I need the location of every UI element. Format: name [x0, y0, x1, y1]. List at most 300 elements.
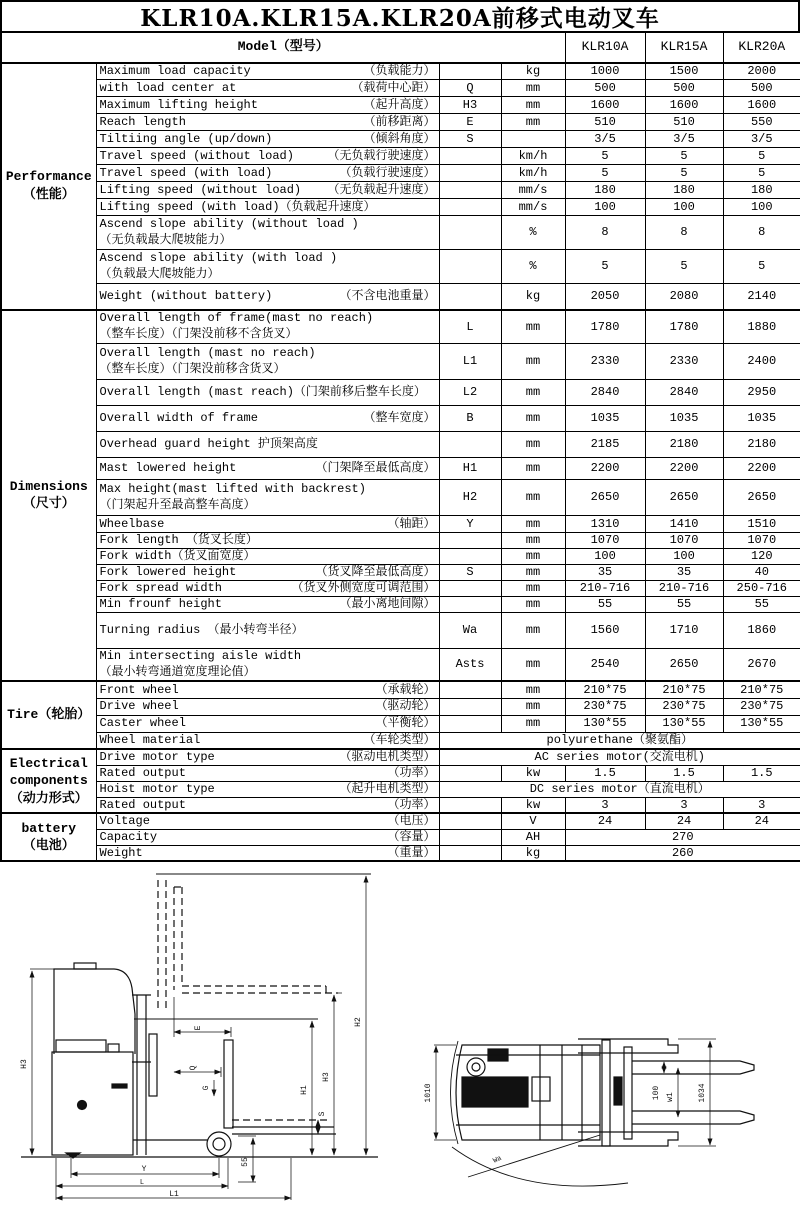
- spec-description-cn: （负载行驶速度）: [339, 165, 436, 180]
- spec-unit: mm: [501, 549, 565, 565]
- spec-description: [96, 649, 439, 682]
- spec-description: [96, 845, 439, 861]
- spec-description-cn: （平衡轮）: [375, 716, 436, 731]
- spec-value: 1560: [565, 613, 645, 649]
- spec-value: 2200: [723, 458, 800, 480]
- spec-description-cn: （门架起升至最高整车高度）: [99, 497, 256, 512]
- spec-description-en: Capacity: [99, 829, 158, 844]
- spec-value: 1600: [565, 97, 645, 114]
- spec-value: 5: [645, 148, 723, 165]
- spec-value: 1070: [565, 533, 645, 549]
- side-view-svg: [16, 862, 396, 1212]
- spec-description-en: Tiltiing angle (up/down): [99, 131, 273, 146]
- spec-symbol: Wa: [439, 613, 501, 649]
- spec-description-en: Travel speed (without load): [99, 148, 294, 163]
- spec-value: 1600: [645, 97, 723, 114]
- spec-value: 1035: [723, 406, 800, 432]
- dim-label-h2: H2: [354, 1017, 363, 1027]
- spec-symbol: [439, 148, 501, 165]
- spec-unit: %: [501, 216, 565, 250]
- spec-row: [1, 698, 800, 715]
- dim-label-y: Y: [141, 1165, 147, 1174]
- spec-unit: kw: [501, 797, 565, 813]
- spec-unit: mm: [501, 432, 565, 458]
- spec-description: [96, 216, 439, 250]
- spec-value: 1510: [723, 516, 800, 533]
- spec-unit: mm: [501, 581, 565, 597]
- spec-unit: mm: [501, 613, 565, 649]
- spec-description-cn: （功率）: [387, 765, 436, 780]
- spec-symbol: H3: [439, 97, 501, 114]
- spec-symbol: [439, 797, 501, 813]
- spec-description-cn: （前移距离）: [363, 114, 436, 129]
- spec-description-en: Wheelbase: [99, 516, 165, 531]
- spec-value: 510: [645, 114, 723, 131]
- top-view-diagram: [410, 985, 798, 1208]
- spec-symbol: [439, 549, 501, 565]
- spec-symbol: [439, 845, 501, 861]
- spec-description: [96, 698, 439, 715]
- spec-row: [1, 765, 800, 781]
- spec-value-span: AC series motor(交流电机): [439, 749, 800, 765]
- spec-description-cn: （无负载起升速度）: [327, 182, 436, 197]
- spec-description: [96, 765, 439, 781]
- spec-value: 1035: [565, 406, 645, 432]
- spec-value-span: 260: [565, 845, 800, 861]
- dim-label-g: G: [202, 1085, 211, 1091]
- spec-unit: mm: [501, 97, 565, 114]
- spec-unit: kg: [501, 845, 565, 861]
- section-label: Electrical components （动力形式）: [1, 749, 96, 813]
- spec-value: 1600: [723, 97, 800, 114]
- spec-unit: mm: [501, 649, 565, 682]
- spec-symbol: Q: [439, 80, 501, 97]
- spec-row: [1, 732, 800, 749]
- spec-symbol: E: [439, 114, 501, 131]
- spec-row: [1, 165, 800, 182]
- spec-symbol: [439, 765, 501, 781]
- spec-symbol: [439, 182, 501, 199]
- spec-description-cn: （货叉外侧宽度可调范围）: [291, 581, 436, 596]
- spec-value: 1710: [645, 613, 723, 649]
- spec-unit: [501, 131, 565, 148]
- spec-value: 24: [645, 813, 723, 829]
- spec-description: [96, 344, 439, 380]
- spec-row: [1, 613, 800, 649]
- spec-value: 1410: [645, 516, 723, 533]
- spec-unit: mm: [501, 565, 565, 581]
- spec-value: 250-716: [723, 581, 800, 597]
- spec-unit: mm: [501, 310, 565, 344]
- spec-unit: %: [501, 250, 565, 284]
- spec-row: [1, 131, 800, 148]
- dim-label-w1: w1: [666, 1092, 675, 1102]
- spec-value: 210-716: [645, 581, 723, 597]
- spec-description-en: Overall length (mast no reach): [99, 345, 316, 360]
- spec-value: 1035: [645, 406, 723, 432]
- model-klr15a: KLR15A: [645, 33, 723, 63]
- model-klr20a: KLR20A: [723, 33, 800, 63]
- spec-symbol: L1: [439, 344, 501, 380]
- spec-row: [1, 797, 800, 813]
- spec-description-en: Reach length: [99, 114, 186, 129]
- spec-unit: mm: [501, 681, 565, 698]
- spec-value: 1000: [565, 63, 645, 80]
- spec-value: 1780: [645, 310, 723, 344]
- side-view-dimension-labels: [20, 1017, 363, 1199]
- spec-description: [96, 284, 439, 310]
- spec-value: 1070: [723, 533, 800, 549]
- spec-value: 1780: [565, 310, 645, 344]
- spec-description: [96, 310, 439, 344]
- spec-value: 210*75: [723, 681, 800, 698]
- spec-row: [1, 480, 800, 516]
- spec-unit: mm: [501, 344, 565, 380]
- spec-description-en: Caster wheel: [99, 716, 186, 731]
- spec-symbol: [439, 715, 501, 732]
- spec-description-en: Ascend slope ability (with load ): [99, 250, 338, 265]
- spec-description-en: Wheel material: [99, 733, 201, 748]
- spec-symbol: L2: [439, 380, 501, 406]
- spec-value: 550: [723, 114, 800, 131]
- spec-value: 5: [565, 148, 645, 165]
- spec-description: [96, 681, 439, 698]
- spec-table: [0, 32, 800, 862]
- spec-description-cn: （门架降至最低高度）: [315, 461, 436, 476]
- spec-description: Fork length （货叉长度）: [96, 533, 439, 549]
- spec-symbol: [439, 216, 501, 250]
- spec-value: 2080: [645, 284, 723, 310]
- spec-description: [96, 63, 439, 80]
- spec-row: [1, 80, 800, 97]
- spec-description-en: Maximum lifting height: [99, 97, 258, 112]
- section-label: Tire（轮胎）: [1, 681, 96, 749]
- spec-value: 2400: [723, 344, 800, 380]
- spec-unit: mm: [501, 80, 565, 97]
- spec-value-span: DC series motor（直流电机）: [439, 781, 800, 797]
- spec-row: [1, 310, 800, 344]
- spec-value: 100: [723, 199, 800, 216]
- spec-description-cn: （货叉降至最低高度）: [315, 565, 436, 580]
- spec-symbol: L: [439, 310, 501, 344]
- spec-value: 1.5: [645, 765, 723, 781]
- spec-description: [96, 581, 439, 597]
- spec-value: 35: [565, 565, 645, 581]
- spec-unit: V: [501, 813, 565, 829]
- spec-description-en: Voltage: [99, 814, 150, 829]
- spec-value: 500: [645, 80, 723, 97]
- spec-unit: mm: [501, 715, 565, 732]
- spec-symbol: H2: [439, 480, 501, 516]
- spec-symbol: [439, 165, 501, 182]
- spec-value: 130*55: [645, 715, 723, 732]
- spec-description: Overhead guard height 护顶架高度: [96, 432, 439, 458]
- spec-description-en: Fork lowered height: [99, 565, 237, 580]
- dim-label-100: 100: [652, 1085, 661, 1101]
- spec-description: [96, 813, 439, 829]
- spec-description: Fork width（货叉面宽度）: [96, 549, 439, 565]
- spec-value: 230*75: [645, 698, 723, 715]
- spec-description-cn: （无负载行驶速度）: [327, 148, 436, 163]
- spec-description-cn: （最小转弯通道宽度理论值）: [99, 664, 256, 679]
- spec-value: 2650: [645, 649, 723, 682]
- spec-description-en: Weight: [99, 845, 143, 860]
- spec-description-en: with load center at: [99, 80, 237, 95]
- spec-row: [1, 216, 800, 250]
- spec-description: [96, 182, 439, 199]
- spec-description-cn: （轴距）: [387, 516, 436, 531]
- spec-description: [96, 797, 439, 813]
- spec-row: [1, 250, 800, 284]
- spec-description-en: Maximum load capacity: [99, 64, 251, 79]
- spec-symbol: Y: [439, 516, 501, 533]
- spec-value: 1860: [723, 613, 800, 649]
- spec-description: [96, 97, 439, 114]
- spec-value: 2330: [645, 344, 723, 380]
- dim-label-s: S: [318, 1111, 327, 1117]
- dim-label-q: Q: [189, 1065, 198, 1071]
- spec-description: Turning radius （最小转弯半径）: [96, 613, 439, 649]
- spec-row: [1, 406, 800, 432]
- spec-description-en: Travel speed (with load): [99, 165, 273, 180]
- spec-unit: kg: [501, 284, 565, 310]
- spec-value: 8: [565, 216, 645, 250]
- spec-description: [96, 250, 439, 284]
- spec-value: 210*75: [645, 681, 723, 698]
- spec-symbol: S: [439, 565, 501, 581]
- page-title: KLR10A.KLR15A.KLR20A前移式电动叉车: [0, 0, 800, 32]
- dim-label-l1: L1: [169, 1190, 179, 1199]
- spec-unit: mm: [501, 698, 565, 715]
- spec-value: 180: [645, 182, 723, 199]
- spec-description: [96, 148, 439, 165]
- spec-row: [1, 458, 800, 480]
- section-label: Performance （性能）: [1, 63, 96, 310]
- spec-unit: mm/s: [501, 182, 565, 199]
- spec-table-body: [1, 63, 800, 862]
- spec-value: 5: [565, 165, 645, 182]
- spec-description: [96, 781, 439, 797]
- spec-unit: mm: [501, 480, 565, 516]
- spec-description-cn: （起升高度）: [363, 97, 436, 112]
- spec-description-cn: （倾斜角度）: [363, 131, 436, 146]
- spec-description-cn: （无负载最大爬坡能力）: [99, 232, 232, 247]
- spec-value: 8: [723, 216, 800, 250]
- dim-label-55: 55: [241, 1157, 250, 1167]
- spec-description: [96, 80, 439, 97]
- spec-value: 3: [723, 797, 800, 813]
- model-label: Model（型号）: [1, 33, 565, 63]
- spec-value: 3: [645, 797, 723, 813]
- spec-unit: mm: [501, 516, 565, 533]
- spec-description: [96, 732, 439, 749]
- spec-description: [96, 516, 439, 533]
- dim-label-l: L: [139, 1179, 145, 1187]
- spec-value: 230*75: [565, 698, 645, 715]
- spec-description-cn: （负载能力）: [363, 64, 436, 79]
- spec-value: 1.5: [723, 765, 800, 781]
- table-header-row: [1, 33, 800, 63]
- spec-value: 130*55: [565, 715, 645, 732]
- spec-symbol: [439, 597, 501, 613]
- spec-description-cn: （重量）: [387, 845, 436, 860]
- spec-unit: AH: [501, 829, 565, 845]
- spec-value: 210-716: [565, 581, 645, 597]
- spec-unit: kg: [501, 63, 565, 80]
- spec-description-cn: （不含电池重量）: [339, 289, 436, 304]
- spec-value: 510: [565, 114, 645, 131]
- spec-row: [1, 597, 800, 613]
- spec-row: [1, 97, 800, 114]
- spec-unit: mm: [501, 380, 565, 406]
- spec-unit: mm: [501, 597, 565, 613]
- spec-symbol: [439, 199, 501, 216]
- spec-value-span: polyurethane（聚氨酯）: [439, 732, 800, 749]
- spec-value: 2200: [645, 458, 723, 480]
- spec-row: [1, 549, 800, 565]
- spec-value: 230*75: [723, 698, 800, 715]
- spec-value: 2840: [645, 380, 723, 406]
- spec-row: [1, 432, 800, 458]
- spec-row: [1, 284, 800, 310]
- spec-description: [96, 565, 439, 581]
- spec-row: [1, 649, 800, 682]
- spec-value: 130*55: [723, 715, 800, 732]
- spec-unit: mm: [501, 458, 565, 480]
- spec-description: [96, 131, 439, 148]
- spec-value: 2330: [565, 344, 645, 380]
- top-view-svg: [410, 985, 798, 1203]
- spec-description-en: Front wheel: [99, 682, 179, 697]
- spec-description-en: Rated output: [99, 797, 186, 812]
- spec-description-en: Max height(mast lifted with backrest): [99, 481, 366, 496]
- spec-description-en: Drive wheel: [99, 699, 179, 714]
- spec-description: Overall length (mast reach)（门架前移后整车长度）: [96, 380, 439, 406]
- dim-label-1010: 1010: [424, 1083, 433, 1103]
- spec-row: [1, 715, 800, 732]
- spec-value: 2650: [565, 480, 645, 516]
- spec-row: [1, 845, 800, 861]
- spec-row: [1, 565, 800, 581]
- spec-symbol: [439, 829, 501, 845]
- spec-value: 2650: [645, 480, 723, 516]
- spec-description-en: Mast lowered height: [99, 461, 237, 476]
- spec-description-cn: （容量）: [387, 829, 436, 844]
- spec-row: [1, 829, 800, 845]
- spec-value: 5: [723, 250, 800, 284]
- spec-value: 2840: [565, 380, 645, 406]
- spec-row: [1, 63, 800, 80]
- spec-description-en: Ascend slope ability (without load ): [99, 216, 359, 231]
- spec-description: [96, 597, 439, 613]
- spec-value: 100: [645, 199, 723, 216]
- spec-row: [1, 199, 800, 216]
- spec-description-cn: （起升电机类型）: [339, 781, 436, 796]
- spec-value: 5: [645, 250, 723, 284]
- spec-value: 1.5: [565, 765, 645, 781]
- spec-description: [96, 406, 439, 432]
- spec-row: [1, 681, 800, 698]
- spec-value: 2180: [723, 432, 800, 458]
- spec-value: 1880: [723, 310, 800, 344]
- spec-description-en: Overall width of frame: [99, 411, 258, 426]
- spec-description: [96, 165, 439, 182]
- spec-description-en: Overall length of frame(mast no reach): [99, 311, 374, 326]
- spec-symbol: [439, 432, 501, 458]
- spec-value: 2185: [565, 432, 645, 458]
- spec-description: [96, 829, 439, 845]
- spec-description-cn: （负载最大爬坡能力）: [99, 266, 220, 281]
- spec-symbol: S: [439, 131, 501, 148]
- spec-value: 3/5: [723, 131, 800, 148]
- spec-value: 5: [565, 250, 645, 284]
- spec-unit: km/h: [501, 148, 565, 165]
- spec-symbol: [439, 250, 501, 284]
- spec-symbol: [439, 698, 501, 715]
- spec-value: 210*75: [565, 681, 645, 698]
- spec-symbol: Asts: [439, 649, 501, 682]
- dim-label-e: E: [194, 1025, 203, 1031]
- spec-value: 35: [645, 565, 723, 581]
- spec-symbol: [439, 813, 501, 829]
- spec-description-cn: （驱动轮）: [375, 699, 436, 714]
- model-klr10a: KLR10A: [565, 33, 645, 63]
- spec-value: 180: [723, 182, 800, 199]
- spec-value: 2540: [565, 649, 645, 682]
- spec-description-cn: （车轮类型）: [363, 733, 436, 748]
- section-label: Dimensions （尺寸）: [1, 310, 96, 682]
- spec-value: 24: [565, 813, 645, 829]
- spec-description: Lifting speed (with load)（负载起升速度）: [96, 199, 439, 216]
- spec-unit: mm: [501, 406, 565, 432]
- spec-row: [1, 516, 800, 533]
- spec-value: 2200: [565, 458, 645, 480]
- spec-value: 2670: [723, 649, 800, 682]
- spec-unit: mm: [501, 114, 565, 131]
- spec-row: [1, 781, 800, 797]
- spec-value: 8: [645, 216, 723, 250]
- dim-label-h3-right: H3: [322, 1072, 331, 1082]
- spec-description-en: Min intersecting aisle width: [99, 649, 302, 663]
- spec-row: [1, 813, 800, 829]
- spec-unit: km/h: [501, 165, 565, 182]
- spec-description-cn: （功率）: [387, 797, 436, 812]
- spec-value: 55: [565, 597, 645, 613]
- spec-value: 180: [565, 182, 645, 199]
- spec-value: 40: [723, 565, 800, 581]
- dim-label-h1: H1: [300, 1085, 309, 1095]
- spec-value: 24: [723, 813, 800, 829]
- spec-row: [1, 380, 800, 406]
- spec-description-cn: （整车长度）（门架没前移不含货叉）: [99, 326, 298, 341]
- spec-description: [96, 749, 439, 765]
- spec-row: [1, 749, 800, 765]
- side-view-diagram: [16, 862, 396, 1212]
- spec-row: [1, 148, 800, 165]
- spec-value: 100: [565, 549, 645, 565]
- spec-unit: kw: [501, 765, 565, 781]
- spec-value-span: 270: [565, 829, 800, 845]
- spec-description-cn: （整车宽度）: [363, 411, 436, 426]
- dim-label-h3-left: H3: [20, 1059, 29, 1069]
- spec-value: 2950: [723, 380, 800, 406]
- spec-description-cn: （整车长度）（门架没前移含货叉）: [99, 361, 286, 376]
- spec-symbol: [439, 681, 501, 698]
- spec-value: 2050: [565, 284, 645, 310]
- spec-description-en: Hoist motor type: [99, 781, 215, 796]
- spec-value: 2000: [723, 63, 800, 80]
- spec-value: 5: [645, 165, 723, 182]
